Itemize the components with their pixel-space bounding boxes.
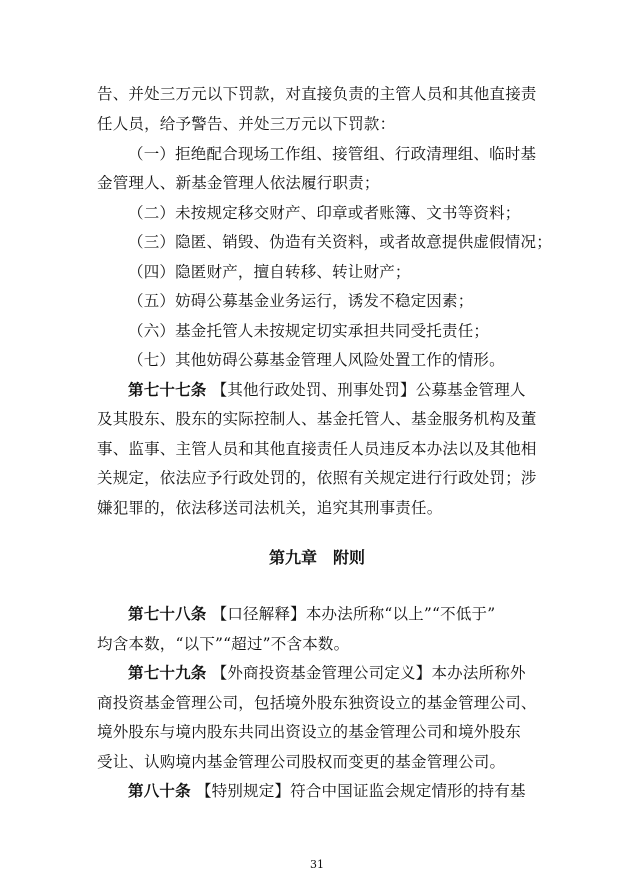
- text-line: （三）隐匿、销毁、伪造有关资料，或者故意提供虚假情况；: [128, 233, 552, 251]
- text-line: 任人员，给予警告、并处三万元以下罚款：: [97, 115, 396, 133]
- text-line: （四）隐匿财产，擅自转移、转让财产；: [128, 263, 411, 281]
- text-line: 受让、认购境内基金管理公司股权而变更的基金管理公司。: [97, 753, 506, 771]
- page-number: 31: [310, 858, 324, 871]
- text-line: 商投资基金管理公司，包括境外股东独资设立的基金管理公司、: [97, 694, 537, 712]
- article-80: [128, 781, 573, 801]
- text-line: （六）基金托管人未按规定切实承担共同受托责任；: [128, 322, 490, 340]
- text-line: 境外股东与境内股东共同出资设立的基金管理公司和境外股东: [97, 723, 521, 741]
- text-line: 均含本数，“以下”“超过”不含本数。: [97, 635, 350, 653]
- article-label: 第七十七条: [128, 380, 207, 399]
- article-label: 第七十八条: [128, 604, 207, 623]
- text-line: 金管理人、新基金管理人依法履行职责；: [97, 174, 380, 192]
- text-line: 关规定，依法应予行政处罚的，依照有关规定进行行政处罚；涉: [97, 469, 537, 487]
- text-line: （一）拒绝配合现场工作组、接管组、行政清理组、临时基: [128, 145, 537, 163]
- article-79: [128, 663, 573, 683]
- text-line: （七）其他妨碍公募基金管理人风险处置工作的情形。: [128, 351, 505, 369]
- article-text: 【外商投资基金管理公司定义】本办法所称外: [211, 664, 526, 682]
- text-line: 及其股东、股东的实际控制人、基金托管人、基金服务机构及董: [97, 410, 537, 428]
- text-line: （二）未按规定移交财产、印章或者账簿、文书等资料；: [128, 204, 521, 222]
- article-78: [128, 604, 573, 624]
- text-line: 嫌犯罪的，依法移送司法机关，追究其刑事责任。: [97, 499, 443, 517]
- text-line: 事、监事、主管人员和其他直接责任人员违反本办法以及其他相: [97, 440, 537, 458]
- article-text: 【口径解释】本办法所称“以上”“不低于”: [211, 605, 496, 623]
- article-label: 第七十九条: [128, 663, 207, 682]
- article-text: 【特别规定】符合中国证监会规定情形的持有基: [195, 782, 526, 800]
- chapter-heading: 第九章 附则: [268, 548, 365, 567]
- article-text: 【其他行政处罚、刑事处罚】公募基金管理人: [211, 381, 526, 399]
- article-77: [128, 380, 573, 400]
- text-line: （五）妨碍公募基金业务运行，诱发不稳定因素；: [128, 292, 474, 310]
- text-line: 告、并处三万元以下罚款，对直接负责的主管人员和其他直接责: [97, 85, 537, 103]
- article-label: 第八十条: [128, 781, 191, 800]
